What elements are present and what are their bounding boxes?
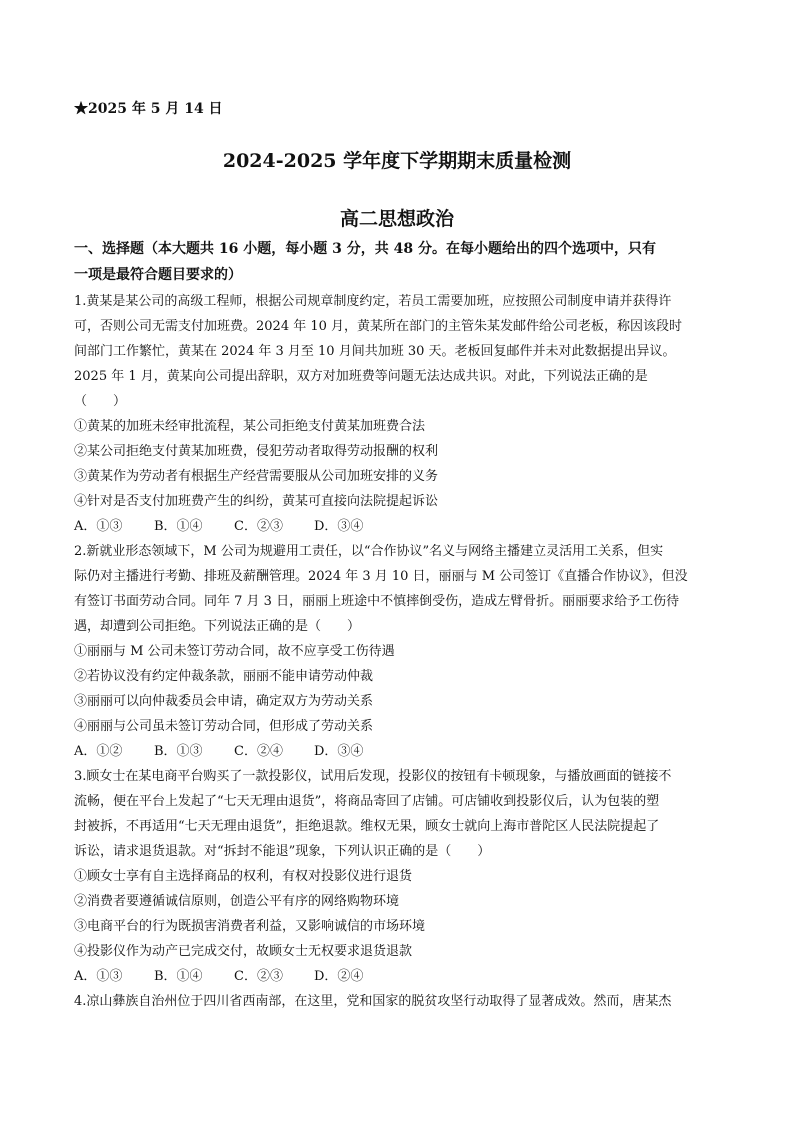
- q2-choice-a[interactable]: A．①②: [74, 744, 123, 759]
- q3-stem-line: 封被拆，不再适用“七天无理由退货”，拒绝退款。维权无果，顾女士就向上海市普陀区人民法院提起了: [74, 819, 660, 834]
- q3-item: ③电商平台的行为既损害消费者利益，又影响诚信的市场环境: [74, 919, 426, 934]
- q3-choice-c[interactable]: C．②③: [234, 969, 283, 984]
- q3-item: ①顾女士享有自主选择商品的权利，有权对投影仪进行退货: [74, 869, 413, 884]
- q1-choice-c[interactable]: C．②③: [234, 519, 283, 534]
- q2-stem-line: 遇，却遭到公司拒绝。下列说法正确的是（ ）: [74, 619, 361, 634]
- q3-stem-line: 流畅，便在平台上发起了“七天无理由退货”，将商品寄回了店铺。可店铺收到投影仪后，认为包装的塑: [74, 794, 660, 809]
- q1-item: ④针对是否支付加班费产生的纠纷，黄某可直接向法院提起诉讼: [74, 494, 439, 509]
- section-heading-line2: 一项是最符合题目要求的）: [74, 267, 242, 283]
- q4-stem-line: 4.凉山彝族自治州位于四川省西南部，在这里，党和国家的脱贫攻坚行动取得了显著成效。然而，唐某杰: [74, 994, 672, 1009]
- q3-choice-b[interactable]: B．①④: [154, 969, 203, 984]
- q2-choice-b[interactable]: B．①③: [154, 744, 203, 759]
- q1-stem-line: 可，否则公司无需支付加班费。2024 年 10 月，黄某所在部门的主管朱某发邮件给公司老板，称因该段时: [74, 319, 683, 334]
- q3-choice-d[interactable]: D．②④: [314, 969, 364, 984]
- exam-date: ★2025 年 5 月 14 日: [74, 101, 223, 117]
- q3-item: ④投影仪作为动产已完成交付，故顾女士无权要求退货退款: [74, 944, 413, 959]
- q2-choice-d[interactable]: D．③④: [314, 744, 364, 759]
- q2-item: ②若协议没有约定仲裁条款，丽丽不能申请劳动仲裁: [74, 669, 374, 684]
- q1-stem-line: 间部门工作繁忙，黄某在 2024 年 3 月至 10 月间共加班 30 天。老板回复邮件并未对此数据提出异议。: [74, 344, 676, 359]
- q1-stem-line: 1.黄某是某公司的高级工程师，根据公司规章制度约定，若员工需要加班，应按照公司制度申请并获得许: [74, 294, 672, 309]
- q1-item: ③黄某作为劳动者有根据生产经营需要服从公司加班安排的义务: [74, 469, 439, 484]
- q3-stem-line: 诉讼，请求退货退款。对“拆封不能退”现象，下列认识正确的是（ ）: [74, 844, 491, 859]
- section-heading-line1: 一、选择题（本大题共 16 小题，每小题 3 分，共 48 分。在每小题给出的四个选项中，只有: [74, 241, 656, 257]
- q1-choices: [74, 518, 394, 536]
- q3-stem-line: 3.顾女士在某电商平台购买了一款投影仪，试用后发现，投影仪的按钮有卡顿现象，与播放画面的链接不: [74, 769, 672, 784]
- q1-item: ②某公司拒绝支付黄某加班费，侵犯劳动者取得劳动报酬的权利: [74, 444, 439, 459]
- q1-choice-a[interactable]: A．①③: [74, 519, 123, 534]
- exam-title: 2024-2025 学年度下学期期末质量检测: [222, 150, 572, 172]
- q2-choice-c[interactable]: C．②④: [234, 744, 283, 759]
- q2-stem-line: 际仍对主播进行考勤、排班及薪酬管理。2024 年 3 月 10 日，丽丽与 M 公司签订《直播合作协议》，但没: [74, 569, 688, 584]
- q2-item: ④丽丽与公司虽未签订劳动合同，但形成了劳动关系: [74, 719, 374, 734]
- q2-choices: [74, 743, 394, 761]
- q2-stem-line: 2.新就业形态领域下，M 公司为规避用工责任，以“合作协议”名义与网络主播建立灵活用工关系，但实: [74, 544, 664, 559]
- q1-stem-line: 2025 年 1 月，黄某向公司提出辞职，双方对加班费等问题无法达成共识。对此，下列说法正确的是: [74, 369, 648, 384]
- q2-item: ①丽丽与 M 公司未签订劳动合同，故不应享受工伤待遇: [74, 644, 395, 659]
- q2-item: ③丽丽可以向仲裁委员会申请，确定双方为劳动关系: [74, 694, 374, 709]
- q2-stem-line: 有签订书面劳动合同。同年 7 月 3 日，丽丽上班途中不慎摔倒受伤，造成左臂骨折。丽丽要求给予工伤待: [74, 594, 680, 609]
- q1-stem-line: （ ）: [74, 394, 127, 409]
- q1-choice-b[interactable]: B．①④: [154, 519, 203, 534]
- exam-subject: 高二思想政治: [339, 208, 454, 230]
- q1-item: ①黄某的加班未经审批流程，某公司拒绝支付黄某加班费合法: [74, 419, 426, 434]
- q3-choice-a[interactable]: A．①③: [74, 969, 123, 984]
- q1-choice-d[interactable]: D．③④: [314, 519, 364, 534]
- q3-item: ②消费者要遵循诚信原则，创造公平有序的网络购物环境: [74, 894, 400, 909]
- q3-choices: [74, 968, 394, 986]
